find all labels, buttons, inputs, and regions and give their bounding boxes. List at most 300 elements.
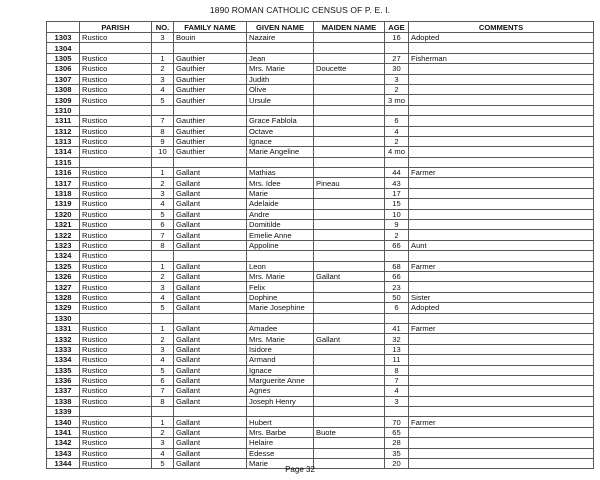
comments-cell: Aunt xyxy=(409,240,594,250)
comments-cell xyxy=(409,105,594,115)
age-cell xyxy=(385,157,409,167)
comments-cell xyxy=(409,116,594,126)
parish-cell: Rustico xyxy=(80,199,152,209)
family-name-cell: Gallant xyxy=(174,188,247,198)
comments-cell: Farmer xyxy=(409,261,594,271)
table-row xyxy=(47,438,594,448)
table-row xyxy=(47,375,594,385)
comments-cell xyxy=(409,209,594,219)
no-cell: 2 xyxy=(152,271,174,281)
record-number: 1316 xyxy=(47,168,80,178)
maiden-name-cell xyxy=(314,84,385,94)
maiden-name-cell xyxy=(314,74,385,84)
parish-cell: Rustico xyxy=(80,375,152,385)
parish-cell: Rustico xyxy=(80,220,152,230)
family-name-cell: Gallant xyxy=(174,178,247,188)
record-number: 1311 xyxy=(47,116,80,126)
family-name-cell xyxy=(174,105,247,115)
parish-cell: Rustico xyxy=(80,438,152,448)
comments-cell xyxy=(409,199,594,209)
parish-cell: Rustico xyxy=(80,33,152,43)
given-name-cell: Marguerite Anne xyxy=(247,375,314,385)
record-number: 1319 xyxy=(47,199,80,209)
table-row xyxy=(47,209,594,219)
age-cell: 2 xyxy=(385,136,409,146)
table-row xyxy=(47,199,594,209)
age-cell: 4 mo xyxy=(385,147,409,157)
comments-cell: Sister xyxy=(409,292,594,302)
no-cell xyxy=(152,251,174,261)
family-name-cell: Gallant xyxy=(174,261,247,271)
table-row xyxy=(47,168,594,178)
maiden-name-cell xyxy=(314,438,385,448)
table-row xyxy=(47,303,594,313)
maiden-name-cell xyxy=(314,292,385,302)
maiden-name-cell xyxy=(314,344,385,354)
maiden-name-cell xyxy=(314,53,385,63)
given-name-cell: Dophine xyxy=(247,292,314,302)
age-cell: 3 mo xyxy=(385,95,409,105)
family-name-cell: Gallant xyxy=(174,375,247,385)
no-cell: 6 xyxy=(152,375,174,385)
table-row xyxy=(47,355,594,365)
family-name-cell: Gauthier xyxy=(174,147,247,157)
maiden-name-cell xyxy=(314,396,385,406)
no-cell xyxy=(152,43,174,53)
family-name-cell: Gauthier xyxy=(174,126,247,136)
parish-cell xyxy=(80,313,152,323)
comments-cell xyxy=(409,157,594,167)
parish-cell: Rustico xyxy=(80,282,152,292)
maiden-name-cell: Gallant xyxy=(314,334,385,344)
table-row xyxy=(47,220,594,230)
given-name-cell: Grace Fablola xyxy=(247,116,314,126)
comments-cell xyxy=(409,178,594,188)
column-header-no: NO. xyxy=(152,22,174,33)
no-cell: 6 xyxy=(152,220,174,230)
record-number: 1342 xyxy=(47,438,80,448)
maiden-name-cell xyxy=(314,199,385,209)
parish-cell: Rustico xyxy=(80,126,152,136)
given-name-cell: Andre xyxy=(247,209,314,219)
table-row xyxy=(47,147,594,157)
age-cell: 66 xyxy=(385,240,409,250)
parish-cell: Rustico xyxy=(80,365,152,375)
given-name-cell: Mrs. Marie xyxy=(247,271,314,281)
age-cell xyxy=(385,407,409,417)
table-row xyxy=(47,417,594,427)
given-name-cell: Mathias xyxy=(247,168,314,178)
table-row xyxy=(47,396,594,406)
age-cell: 2 xyxy=(385,84,409,94)
family-name-cell: Gallant xyxy=(174,209,247,219)
header-row xyxy=(47,22,594,33)
family-name-cell: Gauthier xyxy=(174,64,247,74)
given-name-cell: Agnes xyxy=(247,386,314,396)
no-cell: 3 xyxy=(152,438,174,448)
parish-cell: Rustico xyxy=(80,396,152,406)
record-number: 1334 xyxy=(47,355,80,365)
given-name-cell: Domitilde xyxy=(247,220,314,230)
column-header-record xyxy=(47,22,80,33)
family-name-cell: Gallant xyxy=(174,344,247,354)
table-row xyxy=(47,292,594,302)
age-cell: 4 xyxy=(385,126,409,136)
record-number: 1312 xyxy=(47,126,80,136)
comments-cell xyxy=(409,147,594,157)
comments-cell xyxy=(409,74,594,84)
record-number: 1320 xyxy=(47,209,80,219)
maiden-name-cell xyxy=(314,375,385,385)
given-name-cell: Ignace xyxy=(247,136,314,146)
age-cell: 3 xyxy=(385,74,409,84)
family-name-cell: Gallant xyxy=(174,282,247,292)
comments-cell xyxy=(409,126,594,136)
record-number: 1321 xyxy=(47,220,80,230)
parish-cell xyxy=(80,43,152,53)
age-cell xyxy=(385,43,409,53)
age-cell: 32 xyxy=(385,334,409,344)
no-cell: 4 xyxy=(152,199,174,209)
record-number: 1310 xyxy=(47,105,80,115)
age-cell: 4 xyxy=(385,386,409,396)
maiden-name-cell xyxy=(314,230,385,240)
table-row xyxy=(47,323,594,333)
no-cell: 7 xyxy=(152,230,174,240)
maiden-name-cell xyxy=(314,365,385,375)
maiden-name-cell xyxy=(314,136,385,146)
age-cell: 30 xyxy=(385,64,409,74)
no-cell: 2 xyxy=(152,427,174,437)
table-row xyxy=(47,240,594,250)
no-cell: 2 xyxy=(152,64,174,74)
record-number: 1307 xyxy=(47,74,80,84)
family-name-cell: Bouin xyxy=(174,33,247,43)
family-name-cell: Gauthier xyxy=(174,116,247,126)
age-cell xyxy=(385,105,409,115)
given-name-cell: Edesse xyxy=(247,448,314,458)
parish-cell: Rustico xyxy=(80,116,152,126)
parish-cell: Rustico xyxy=(80,240,152,250)
comments-cell xyxy=(409,230,594,240)
age-cell: 6 xyxy=(385,116,409,126)
age-cell: 23 xyxy=(385,282,409,292)
table-row xyxy=(47,261,594,271)
parish-cell: Rustico xyxy=(80,334,152,344)
no-cell: 8 xyxy=(152,240,174,250)
table-row xyxy=(47,407,594,417)
age-cell: 11 xyxy=(385,355,409,365)
table-row xyxy=(47,64,594,74)
maiden-name-cell xyxy=(314,323,385,333)
comments-cell: Fisherman xyxy=(409,53,594,63)
parish-cell: Rustico xyxy=(80,251,152,261)
maiden-name-cell xyxy=(314,209,385,219)
parish-cell: Rustico xyxy=(80,168,152,178)
given-name-cell: Marie xyxy=(247,188,314,198)
table-row xyxy=(47,157,594,167)
age-cell: 65 xyxy=(385,427,409,437)
given-name-cell: Hubert xyxy=(247,417,314,427)
age-cell: 27 xyxy=(385,53,409,63)
no-cell: 3 xyxy=(152,188,174,198)
comments-cell xyxy=(409,407,594,417)
comments-cell xyxy=(409,64,594,74)
family-name-cell: Gallant xyxy=(174,459,247,469)
family-name-cell: Gallant xyxy=(174,427,247,437)
comments-cell: Farmer xyxy=(409,168,594,178)
given-name-cell: Marie Angeline xyxy=(247,147,314,157)
given-name-cell xyxy=(247,313,314,323)
maiden-name-cell xyxy=(314,33,385,43)
record-number: 1303 xyxy=(47,33,80,43)
family-name-cell: Gallant xyxy=(174,303,247,313)
family-name-cell xyxy=(174,43,247,53)
page-number: Page 32 xyxy=(285,465,315,474)
maiden-name-cell: Pineau xyxy=(314,178,385,188)
age-cell: 68 xyxy=(385,261,409,271)
no-cell: 2 xyxy=(152,178,174,188)
family-name-cell: Gallant xyxy=(174,417,247,427)
no-cell: 5 xyxy=(152,365,174,375)
table-row xyxy=(47,344,594,354)
table-row xyxy=(47,271,594,281)
page-title: 1890 ROMAN CATHOLIC CENSUS OF P. E. I. xyxy=(209,5,391,15)
maiden-name-cell xyxy=(314,188,385,198)
no-cell: 7 xyxy=(152,116,174,126)
record-number: 1323 xyxy=(47,240,80,250)
comments-cell xyxy=(409,438,594,448)
family-name-cell: Gallant xyxy=(174,438,247,448)
no-cell: 7 xyxy=(152,386,174,396)
given-name-cell: Felix xyxy=(247,282,314,292)
record-number: 1341 xyxy=(47,427,80,437)
given-name-cell: Amadee xyxy=(247,323,314,333)
family-name-cell xyxy=(174,313,247,323)
age-cell xyxy=(385,313,409,323)
given-name-cell: Appoline xyxy=(247,240,314,250)
age-cell: 10 xyxy=(385,209,409,219)
age-cell: 66 xyxy=(385,271,409,281)
table-row xyxy=(47,116,594,126)
record-number: 1309 xyxy=(47,95,80,105)
record-number: 1330 xyxy=(47,313,80,323)
parish-cell: Rustico xyxy=(80,344,152,354)
column-header-family-name: FAMILY NAME xyxy=(174,22,247,33)
no-cell: 3 xyxy=(152,33,174,43)
parish-cell: Rustico xyxy=(80,459,152,469)
maiden-name-cell xyxy=(314,220,385,230)
family-name-cell: Gauthier xyxy=(174,53,247,63)
maiden-name-cell xyxy=(314,386,385,396)
record-number: 1335 xyxy=(47,365,80,375)
given-name-cell xyxy=(247,157,314,167)
maiden-name-cell xyxy=(314,303,385,313)
comments-cell xyxy=(409,84,594,94)
no-cell: 5 xyxy=(152,303,174,313)
family-name-cell: Gallant xyxy=(174,386,247,396)
column-header-age: AGE xyxy=(385,22,409,33)
parish-cell: Rustico xyxy=(80,355,152,365)
comments-cell: Farmer xyxy=(409,417,594,427)
table-row xyxy=(47,334,594,344)
age-cell xyxy=(385,251,409,261)
family-name-cell: Gallant xyxy=(174,271,247,281)
maiden-name-cell xyxy=(314,157,385,167)
maiden-name-cell: Doucette xyxy=(314,64,385,74)
comments-cell: Adopted xyxy=(409,33,594,43)
maiden-name-cell xyxy=(314,105,385,115)
record-number: 1333 xyxy=(47,344,80,354)
given-name-cell: Leon xyxy=(247,261,314,271)
given-name-cell: Octave xyxy=(247,126,314,136)
no-cell: 1 xyxy=(152,261,174,271)
maiden-name-cell xyxy=(314,417,385,427)
age-cell: 17 xyxy=(385,188,409,198)
age-cell: 44 xyxy=(385,168,409,178)
census-table xyxy=(46,21,594,469)
comments-cell xyxy=(409,95,594,105)
age-cell: 70 xyxy=(385,417,409,427)
age-cell: 15 xyxy=(385,199,409,209)
family-name-cell: Gallant xyxy=(174,220,247,230)
column-header-comments: COMMENTS xyxy=(409,22,594,33)
no-cell: 1 xyxy=(152,168,174,178)
table-row xyxy=(47,126,594,136)
record-number: 1314 xyxy=(47,147,80,157)
comments-cell xyxy=(409,334,594,344)
record-number: 1337 xyxy=(47,386,80,396)
parish-cell xyxy=(80,407,152,417)
maiden-name-cell xyxy=(314,240,385,250)
given-name-cell: Marie Josephine xyxy=(247,303,314,313)
family-name-cell: Gauthier xyxy=(174,136,247,146)
table-row xyxy=(47,136,594,146)
maiden-name-cell xyxy=(314,407,385,417)
maiden-name-cell xyxy=(314,448,385,458)
parish-cell: Rustico xyxy=(80,386,152,396)
record-number: 1343 xyxy=(47,448,80,458)
maiden-name-cell xyxy=(314,126,385,136)
age-cell: 3 xyxy=(385,396,409,406)
maiden-name-cell xyxy=(314,355,385,365)
maiden-name-cell xyxy=(314,251,385,261)
maiden-name-cell: Buote xyxy=(314,427,385,437)
given-name-cell xyxy=(247,407,314,417)
parish-cell: Rustico xyxy=(80,147,152,157)
table-row xyxy=(47,53,594,63)
given-name-cell xyxy=(247,43,314,53)
no-cell: 8 xyxy=(152,126,174,136)
family-name-cell: Gallant xyxy=(174,396,247,406)
maiden-name-cell xyxy=(314,116,385,126)
no-cell: 1 xyxy=(152,323,174,333)
given-name-cell: Mrs. Idee xyxy=(247,178,314,188)
comments-cell xyxy=(409,188,594,198)
parish-cell: Rustico xyxy=(80,136,152,146)
table-row xyxy=(47,448,594,458)
family-name-cell: Gallant xyxy=(174,168,247,178)
age-cell: 20 xyxy=(385,459,409,469)
given-name-cell: Emelie Anne xyxy=(247,230,314,240)
family-name-cell: Gauthier xyxy=(174,74,247,84)
given-name-cell: Ursule xyxy=(247,95,314,105)
no-cell: 4 xyxy=(152,448,174,458)
comments-cell xyxy=(409,448,594,458)
given-name-cell: Helaire xyxy=(247,438,314,448)
given-name-cell xyxy=(247,251,314,261)
parish-cell: Rustico xyxy=(80,95,152,105)
record-number: 1315 xyxy=(47,157,80,167)
comments-cell xyxy=(409,344,594,354)
record-number: 1306 xyxy=(47,64,80,74)
given-name-cell: Adelaide xyxy=(247,199,314,209)
age-cell: 7 xyxy=(385,375,409,385)
age-cell: 35 xyxy=(385,448,409,458)
maiden-name-cell xyxy=(314,313,385,323)
no-cell: 5 xyxy=(152,459,174,469)
table-row xyxy=(47,178,594,188)
no-cell: 8 xyxy=(152,396,174,406)
given-name-cell: Mrs. Marie xyxy=(247,64,314,74)
no-cell: 4 xyxy=(152,84,174,94)
no-cell xyxy=(152,313,174,323)
table-row xyxy=(47,427,594,437)
maiden-name-cell xyxy=(314,282,385,292)
family-name-cell: Gallant xyxy=(174,365,247,375)
given-name-cell: Joseph Henry xyxy=(247,396,314,406)
parish-cell: Rustico xyxy=(80,178,152,188)
parish-cell: Rustico xyxy=(80,292,152,302)
maiden-name-cell xyxy=(314,147,385,157)
family-name-cell: Gallant xyxy=(174,323,247,333)
age-cell: 8 xyxy=(385,365,409,375)
comments-cell xyxy=(409,136,594,146)
table-row xyxy=(47,251,594,261)
given-name-cell: Nazaire xyxy=(247,33,314,43)
record-number: 1328 xyxy=(47,292,80,302)
no-cell: 4 xyxy=(152,355,174,365)
table-row xyxy=(47,282,594,292)
table-row xyxy=(47,74,594,84)
table-row xyxy=(47,230,594,240)
column-header-maiden-name: MAIDEN NAME xyxy=(314,22,385,33)
given-name-cell: Isidore xyxy=(247,344,314,354)
parish-cell: Rustico xyxy=(80,74,152,84)
age-cell: 6 xyxy=(385,303,409,313)
record-number: 1327 xyxy=(47,282,80,292)
age-cell: 41 xyxy=(385,323,409,333)
column-header-given-name: GIVEN NAME xyxy=(247,22,314,33)
record-number: 1336 xyxy=(47,375,80,385)
comments-cell xyxy=(409,427,594,437)
record-number: 1325 xyxy=(47,261,80,271)
maiden-name-cell xyxy=(314,95,385,105)
family-name-cell: Gallant xyxy=(174,199,247,209)
no-cell: 9 xyxy=(152,136,174,146)
record-number: 1329 xyxy=(47,303,80,313)
parish-cell: Rustico xyxy=(80,209,152,219)
no-cell: 3 xyxy=(152,282,174,292)
family-name-cell xyxy=(174,157,247,167)
given-name-cell: Ignace xyxy=(247,365,314,375)
given-name-cell: Judith xyxy=(247,74,314,84)
age-cell: 13 xyxy=(385,344,409,354)
family-name-cell xyxy=(174,407,247,417)
age-cell: 16 xyxy=(385,33,409,43)
no-cell: 10 xyxy=(152,147,174,157)
record-number: 1326 xyxy=(47,271,80,281)
